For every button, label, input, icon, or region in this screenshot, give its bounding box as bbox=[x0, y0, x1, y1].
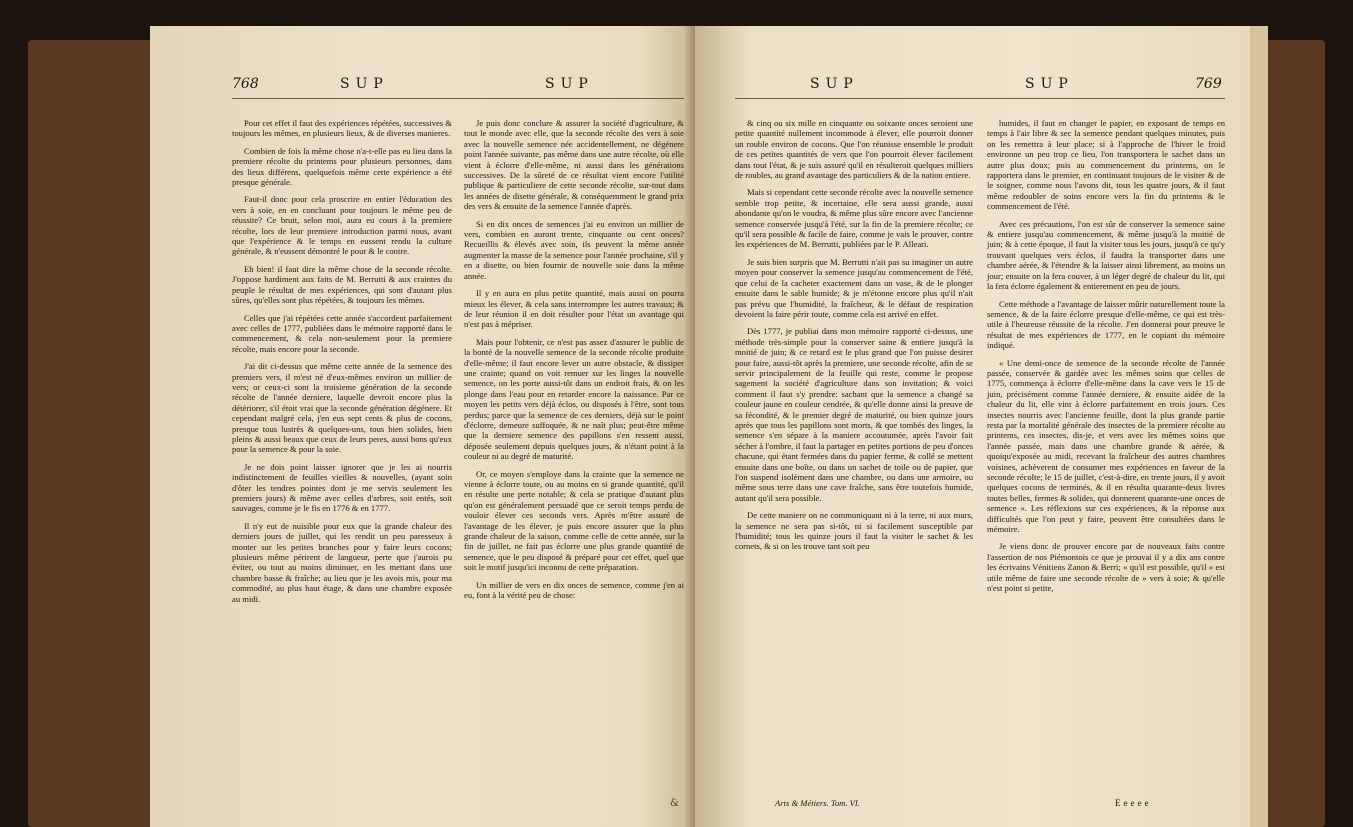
paragraph: Il y en aura en plus petite quantité, mais aussi on pourra mieux les élever, & cela sans interrompre les autres travaux; & de leur réunion il en doit résulter pour l'état un avantage qui n'est pas à mépriser. bbox=[464, 288, 684, 330]
paragraph: Je puis donc conclure & assurer la société d'agriculture, & tout le monde avec elle, que la seconde récolte des vers à soie avec la nouvelle semence née accidentellement, ne dégénere point l'année suivante, pas même dans une autre récolte, où elle vient à éclorre d'elle-même, ni aussi dans les générations successives. De la sûreté de ce résultat vient encore l'utilité publique & particuliere de cette seconde récolte, sur-tout dans les années de disette générale, & conséquemment le grand prix des vers & ensuite de la semence l'année d'après. bbox=[464, 118, 684, 212]
catchword: & bbox=[670, 798, 679, 809]
page-number: 769 bbox=[1195, 76, 1222, 92]
header-rule bbox=[232, 98, 684, 99]
paragraph: Je viens donc de prouver encore par de nouveaux faits contre l'assertion de nos Piémontois ce que je prouvai il y a dix ans contre les écrivains Vénitiens Zanon & Berri; « qu'il est possible, qu'il » est utile même de faire une seconde récolte de » vers à soie; & qu'elle n'est point si petite, bbox=[987, 541, 1225, 594]
right-page bbox=[695, 26, 1250, 827]
paragraph: Eh bien! il faut dire la même chose de la seconde récolte. J'oppose hardiment aux faits de M. Berrutti & aux craintes du peuple le résultat de mes expériences, qui sont d'autant plus sûres, qu'elles sont plus répétées, & toujours les mêmes. bbox=[232, 263, 452, 306]
paragraph: Je suis bien surpris que M. Berrutti n'ait pas su imaginer un autre moyen pour conserver la semence jusqu'au commencement de l'été, que celui de la cacheter exactement dans un vase, & de le plonger ensuite dans le sable humide; & je m'étonne encore plus qu'il n'ait pas prévu que l'humidité, la fraîcheur, & le défaut de respiration devoient la faire périr toute, comme cela est arrivé en effet. bbox=[735, 256, 973, 319]
paragraph: Je ne dois point laisser ignorer que je les ai nourris indistinctement de feuilles vieilles & nouvelles, (ayant soin d'ôter les tendres pointes dont je me servis seulement les premiers jours) & même avec celles d'arbres, soit entés, soit sauvages, comme je le fis en 1776 & en 1777. bbox=[232, 461, 452, 514]
page-number: 768 bbox=[232, 76, 259, 92]
paragraph: Il n'y eut de nuisible pour eux que la grande chaleur des derniers jours de juillet, qui les rendit un peu paresseux à monter sur les petites branches pour y faire leurs cocons; plusieurs même périrent de langueur, perte que j'aurois pu éviter, ou tout au moins diminuer, en les mettant dans une chambre basse & fraîche; au lieu que je les avois mis, pour ma commodité, au plus haut étage, & dans une chambre exposée au midi. bbox=[232, 520, 452, 604]
paragraph: Un millier de vers en dix onces de semence, comme j'en ai eu, font à la vérité peu de chose: bbox=[464, 579, 684, 601]
page-edges bbox=[1250, 26, 1268, 827]
paragraph: Pour cet effet il faut des expériences répétées, successives & toujours les mêmes, en plusieurs lieux, & de diverses manieres. bbox=[232, 118, 452, 139]
paragraph: Mais si cependant cette seconde récolte avec la nouvelle semence semble trop petite, & incertaine, elle sera aussi grande, aussi abondante qu'on le voudra, & même plus sûre encore avec l'ancienne semence conservée jusqu'à l'été, sur la fin de la premiere récolte; ce qu'il sera possible & facile de faire, comme je vais le prouver, contre les expériences de M. Berrutti, publiées par le P. Alleari. bbox=[735, 187, 973, 250]
paragraph: Or, ce moyen s'employe dans la crainte que la semence ne vienne à éclorre toute, ou au moins en si grande quantité, qu'il en résulte une perte notable; & cela se pratique d'autant plus qu'on est généralement persuadé que ce seroit temps perdu de vouloir élever ces seconds vers. Après m'être assuré de l'avantage de les élever, je puis encore assurer que la plus grande chaleur de la saison, comme celle de cette année, sur la fin de juillet, ne fait pas éclorre une plus grande quantité de semence, que le peu disposé & préparé pour cet effet, quel que soit le motif jusqu'ici inconnu de cette préparation. bbox=[464, 468, 684, 573]
running-head: SUP bbox=[545, 76, 594, 92]
header-rule bbox=[735, 98, 1225, 99]
running-head: SUP bbox=[1025, 76, 1074, 92]
running-head: SUP bbox=[340, 76, 389, 92]
paragraph: J'ai dit ci-dessus que même cette année de la semence des premiers vers, il m'est né d'eux-mêmes environ un millier de vers; or ceux-ci sont la troisieme génération de la seconde récolte de l'année derniere, laquelle devroit encore plus la détériorer, s'il étoit vrai que la seconde génération dégénere. Et cependant malgré cela, j'en eus sept cents & plus de cocons, presque tous lustrés & quelques-uns, tous bien solides, bien pleins & aussi beaux que ceux de leurs peres, aussi bons qu'eux pour la semence & pour la soie. bbox=[232, 361, 452, 455]
paragraph: Faut-il donc pour cela proscrire en entier l'éducation des vers à soie, en en concluant pour toujours le même peu de réussite? Ce bruit, selon moi, aura eu cours à la premiere récolte, lors de leur premiere introduction parmi nous, avant que l'expérience & le temps en eussent rendu la culture générale, & n'eussent démontré le pour & le contre. bbox=[232, 194, 452, 257]
paragraph: & cinq ou six mille en cinquante ou soixante onces seroient une petite quantité nullement incommode à élever, elle pourroit donner un rouble environ de cocons. Que l'on réunisse ensemble le produit de ces petites quantités de vers que l'on pourroit élever facilement dans tout l'état, & je suis assuré qu'il en résulteroit quelques milliers de roubles, au grand avantage des particuliers & de la nation entiere. bbox=[735, 118, 973, 181]
text-column-right bbox=[987, 118, 1225, 600]
paragraph: Si en dix onces de semences j'ai eu environ un millier de vers, combien en auront trente, cinquante ou cent onces? Recueillis & élevés avec soin, ils peuvent la même année augmenter la masse de la semence pour l'année prochaine, s'il y en a disette, ou bien fournir de nouvelle soie dans la même année. bbox=[464, 218, 684, 281]
paragraph: De cette maniere on ne communiquant ni à la terre, ni aux murs, la semence ne sera pas si-tôt, ni si facilement susceptible par l'humidité; tous les quinze jours il faut la visiter le sachet & les cornets, & si on les trouve tant soit peu bbox=[735, 510, 973, 552]
paragraph: Mais pour l'obtenir, ce n'est pas assez d'assurer le public de la bonté de la nouvelle semence de la seconde récolte produite d'elle-même; il faut encore lever un autre obstacle, & dissiper une crainte; quand on voit remuer sur les linges la nouvelle semence, on les porte aussi-tôt dans un endroit frais, & on les plonge dans l'eau pour en retarder encore la naissance. Par ce moyen les petits vers déjà éclos, ou disposés à l'être, sont tous perdus; parce que la semence de ces derniers, déjà sur le point d'éclorre, demeure suffoquée, & ne naît plus; peut-être même que la derniere semence des papillons s'en ressent aussi, déposée seulement depuis quelques jours, & n'étant point à la couleur ni au degré de maturité. bbox=[464, 336, 684, 462]
paragraph: Dès 1777, je publiai dans mon mémoire rapporté ci-dessus, une méthode très-simple pour la conserver saine & entiere jusqu'à la moitié de juin; & ce retard est le plus grand que l'on puisse desirer pour faire, aussi-tôt après la premiere, une seconde récolte, afin de se servir principalement de la feuille qui reste, comme le propose sagement la société d'agriculture dans son invitation; & voici comment il faut s'y prendre: sachant que la semence a changé sa couleur jaune en couleur cendrée, & qu'elle donne ainsi la preuve de sa fécondité, & le premier degré de maturité, ou bien quinze jours après que tous les papillons sont morts, & que tombés des linges, la semence s'en sépare à la maniere accoutumée, après l'avoir fait sécher à l'ombre, il faut la partager en petites portions de peu d'onces chacune, qui étant fermées dans du papier ferme, & collé se mettent ensuite dans une boîte, ou dans un sachet de toile ou de papier, que l'on suspend isolément dans une chambre, ou dans une armoire, ou même sous terre dans une cave fraîche, sans être toutefois humide, autant qu'il sera possible. bbox=[735, 326, 973, 503]
running-head: SUP bbox=[810, 76, 859, 92]
paragraph: Avec ces précautions, l'on est sûr de conserver la semence saine & entiere jusqu'au commencement, & même jusqu'à la moitié de juin; & à cette époque, il faut la visiter tous les jours, jusqu'à ce qu'y trouvant quelques vers éclos, il faudra la transporter dans une chambre aérée, & l'étendre & la laisser ainsi librement, au moins un jour; ensuite on la fera couver, à un léger degré de chaleur du lit, qui la fera éclorre également & entierement en peu de jours. bbox=[987, 218, 1225, 292]
text-column-left bbox=[735, 118, 973, 559]
paragraph: « Une demi-once de semence de la seconde récolte de l'année passée, conservée & gardée avec les mêmes soins que celles de 1775, commença à éclorre d'elle-même dans la cave vers le 15 de juin, précisément comme l'année derniere, & ensuite aidée de la chaleur du lit, elle vint à éclorre parfaitement en trois jours. Ces insectes nourris avec l'ancienne feuille, dont la plus grande partie resta par la mortalité générale des insectes de la premiere récolte au printems, ces insectes, dis-je, et vers avec les mêmes soins que l'année passée, mais dans une chambre grande & aérée, & quoiqu'exposée au midi, recevant la fraîcheur des autres chambres voisines, achèverent de consumer mes expériences en faveur de la seconde récolte; le 15 de juillet, c'est-à-dire, en trente jours, il y avoit quelques cocons de terminés, & il en résulta quarante-deux livres toutes belles, fermes & solides, qui donnerent quarante-une onces de semence ». Les réflexions sur ces expériences, & la réponse aux difficultés que l'on peut y faire, peuvent être consultées dans le mémoire. bbox=[987, 357, 1225, 535]
gathering-signature: Eeeee bbox=[1115, 798, 1152, 808]
paragraph: humides, il faut en changer le papier, en exposant de temps en temps à l'air libre & sec la semence pendant quelques minutes, puis on les remettra à leur place; si à l'approche de l'hiver le froid environne un peu trop ce lieu, l'on transportera le sachet dans un autre plus doux; puis au commencement du printems, on le rapportera dans le premier, en continuant toujours de le visiter & de le soigner, comme nous l'avons dit, tous les quatre jours, & il faut même redoubler de soins encore vers la fin du printems & le commencement de l'été. bbox=[987, 118, 1225, 212]
paragraph: Celles que j'ai répétées cette année s'accordent parfaitement avec celles de 1777, publiées dans le mémoire rapporté dans le commencement, & cela non-seulement pour la premiere récolte, mais encore pour la seconde. bbox=[232, 312, 452, 354]
paragraph: Cette méthode a l'avantage de laisser mûrir naturellement toute la semence, & de la faire éclorre presque d'elle-même, ce qui est très-utile à l'heureuse réussite de la récolte. J'en donnerai pour preuve le résultat de mes expériences de 1777, en le copiant du mémoire indiqué. bbox=[987, 298, 1225, 351]
footer-signature-line: Arts & Métiers. Tom. VI. bbox=[775, 798, 860, 808]
text-column-left bbox=[232, 118, 452, 611]
left-page bbox=[150, 26, 695, 827]
paragraph: Combien de fois la même chose n'a-t-elle pas eu lieu dans la premiere récolte du printems pour plusieurs personnes, dans des lieux différens, quelquefois même cette expérience a été presque générale. bbox=[232, 145, 452, 188]
text-column-right bbox=[464, 118, 684, 607]
